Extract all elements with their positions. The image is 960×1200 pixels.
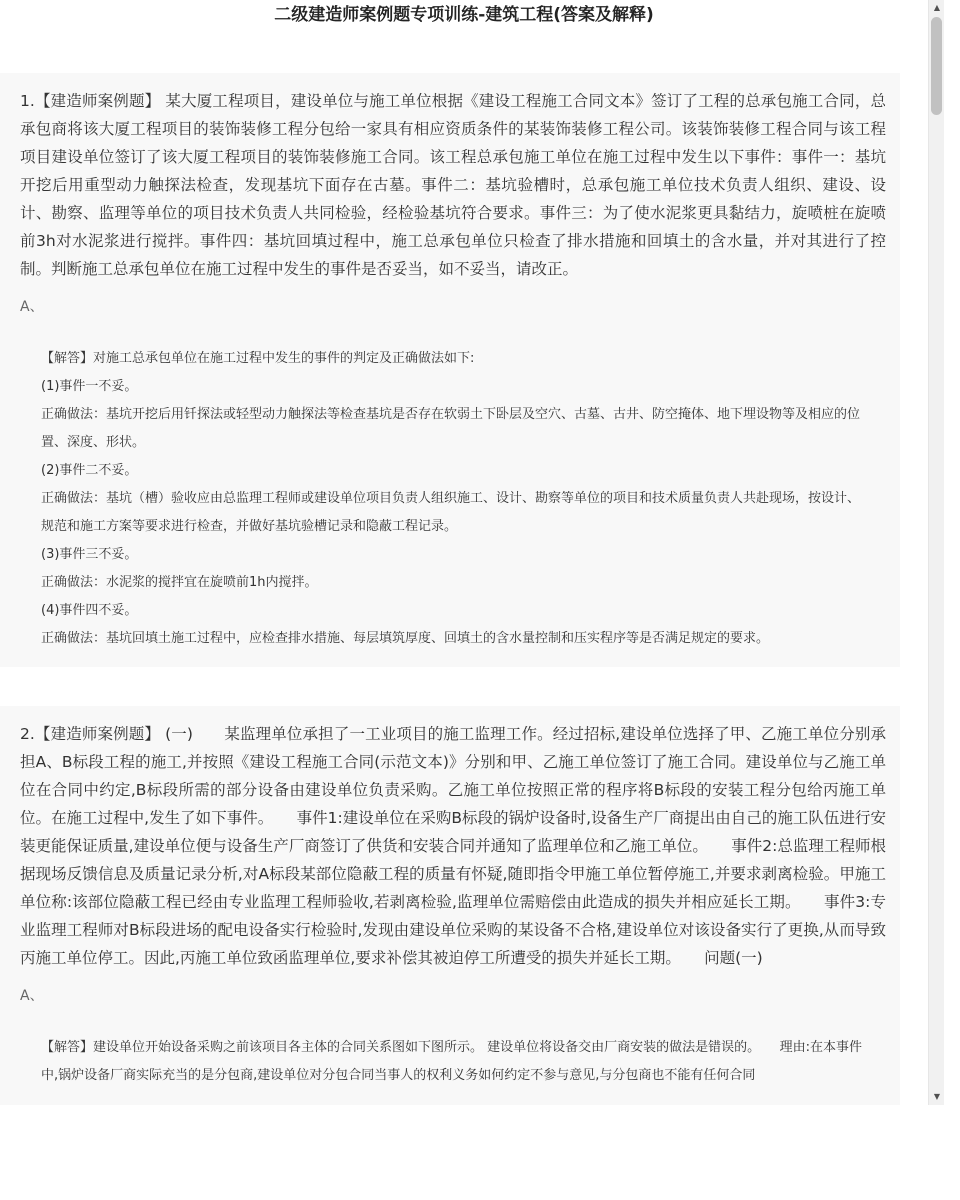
question-text: 某大厦工程项目，建设单位与施工单位根据《建设工程施工合同文本》签订了工程的总承包施工合同，总承包商将该大厦工程项目的装饰装修工程分包给一家具有相应资质条件的某装饰装修工程公司。该装饰装修工程合同与该工程项目建设单位签订了该大厦工程项目的装饰装修施工合同。该工程总承包施工单位在施工过程中发生以下事件：事件一：基坑开挖后用重型动力触探法检查，发现基坑下面存在古墓。事件二：基坑验槽时，总承包施工单位技术负责人组织、建设、设计、勘察、监理等单位的项目技术负责人共同检验，经检验基坑符合要求。事件三：为了使水泥浆更具黏结力，旋喷桩在旋喷前3h对水泥浆进行搅拌。事件四：基坑回填过程中，施工总承包单位只检查了排水措施和回填土的含水量，并对其进行了控制。判断施工总承包单位在施工过程中发生的事件是否妥当，如不妥当，请改正。 xyxy=(20,92,886,278)
question-number: 2. xyxy=(20,725,35,743)
answer-line: 正确做法：基坑（槽）验收应由总监理工程师或建设单位项目负责人组织施工、设计、勘察等单位的项目和技术质量负责人共赴现场，按设计、规范和施工方案等要求进行检查，并做好基坑验槽记录和隐蔽工程记录。 xyxy=(41,491,861,534)
question-stem xyxy=(0,706,900,972)
answer-line: 正确做法：水泥浆的搅拌宜在旋喷前1h内搅拌。 xyxy=(41,575,318,590)
question-stem xyxy=(0,73,900,283)
question-text: (一) 某监理单位承担了一工业项目的施工监理工作。经过招标,建设单位选择了甲、乙施工单位分别承担A、B标段工程的施工,并按照《建设工程施工合同(示范文本)》分别和甲、乙施工单位签订了施工合同。建设单位与乙施工单位在合同中约定,B标段所需的部分设备由建设单位负责采购。乙施工单位按照正常的程序将B标段的安装工程分包给丙施工单位。在施工过程中,发生了如下事件。 事件1:建设单位在采购B标段的锅炉设备时,设备生产厂商提出由自己的施工队伍进行安装更能保证质量,建设单位便与设备生产厂商签订了供货和安装合同并通知了监理单位和乙施工单位。 事件2:总监理工程师根据现场反馈信息及质量记录分析,对A标段某部位隐蔽工程的质量有怀疑,随即指令甲施工单位暂停施工,并要求剥离检验。甲施工单位称:该部位隐蔽工程已经由专业监理工程师验收,若剥离检验,监理单位需赔偿由此造成的损失并相应延长工期。 事件3:专业监理工程师对B标段进场的配电设备实行检验时,发现由建设单位采购的某设备不合格,建设单位对该设备实行了更换,从而导致丙施工单位停工。因此,丙施工单位致函监理单位,要求补偿其被迫停工所遭受的损失并延长工期。 问题(一) xyxy=(20,725,886,967)
question-tag: 【建造师案例题】 xyxy=(34,92,161,110)
question-card-2 xyxy=(0,706,900,1105)
answer-explanation xyxy=(0,345,900,653)
question-number: 1. xyxy=(20,92,35,110)
answer-option: A、 xyxy=(20,988,44,1004)
vertical-scrollbar[interactable] xyxy=(928,0,944,1105)
answer-option: A、 xyxy=(20,299,44,315)
scroll-thumb[interactable] xyxy=(931,17,942,115)
answer-line: (4)事件四不妥。 xyxy=(41,603,138,618)
answer-line: (3)事件三不妥。 xyxy=(41,547,138,562)
answer-line: 【解答】对施工总承包单位在施工过程中发生的事件的判定及正确做法如下: xyxy=(41,351,475,366)
scroll-down-icon[interactable]: ▼ xyxy=(933,1092,941,1101)
answer-line: (1)事件一不妥。 xyxy=(41,379,138,394)
answer-line: 【解答】建设单位开始设备采购之前该项目各主体的合同关系图如下图所示。 建设单位将设备交由厂商安装的做法是错误的。 理由:在本事件中,锅炉设备厂商实际充当的是分包商,建设单位对分包合同当事人的权利义务如何约定不参与意见,与分包商也不能有任何合同 xyxy=(41,1040,863,1083)
blank-area xyxy=(0,1105,960,1200)
answer-line: 正确做法：基坑开挖后用钎探法或轻型动力触探法等检查基坑是否存在软弱土下卧层及空穴、古墓、古井、防空掩体、地下埋设物等及相应的位置、深度、形状。 xyxy=(41,407,861,450)
scroll-up-icon[interactable]: ▲ xyxy=(933,3,941,12)
answer-line: 正确做法：基坑回填土施工过程中，应检查排水措施、每层填筑厚度、回填土的含水量控制和压实程序等是否满足规定的要求。 xyxy=(41,631,770,646)
question-card-1 xyxy=(0,73,900,667)
question-tag: 【建造师案例题】 xyxy=(34,725,161,743)
answer-explanation xyxy=(0,1034,900,1090)
page-title: 二级建造师案例题专项训练-建筑工程(答案及解释) xyxy=(274,5,654,25)
answer-line: (2)事件二不妥。 xyxy=(41,463,138,478)
